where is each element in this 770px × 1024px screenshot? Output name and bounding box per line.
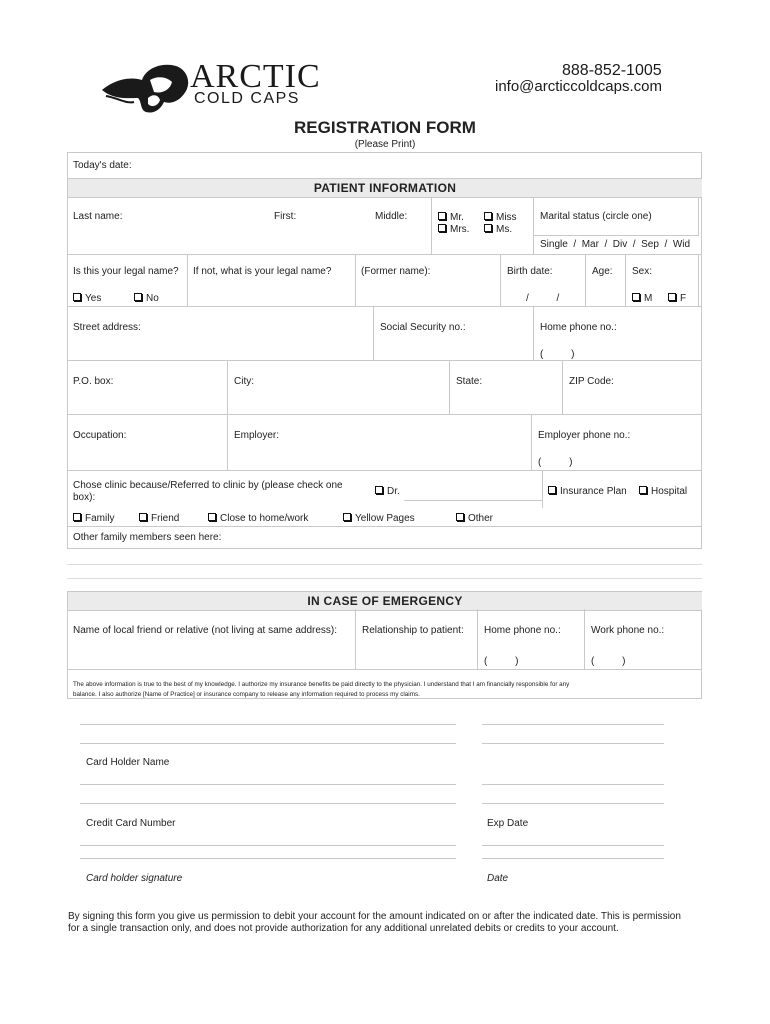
last-name-label: Last name:	[73, 211, 123, 222]
mr-label: Mr.	[450, 212, 464, 223]
no-label: No	[146, 293, 159, 304]
close-label: Close to home/work	[220, 513, 309, 524]
todays-date-label: Today's date:	[73, 160, 132, 171]
todays-date-field[interactable]	[140, 154, 700, 176]
checkbox-icon	[456, 513, 464, 521]
hospital-label: Hospital	[651, 486, 688, 497]
marital-status-label: Marital status (circle one)	[540, 211, 652, 222]
employer-phone-label: Employer phone no.:	[538, 430, 631, 441]
emergency-work-phone-field[interactable]: ( )	[591, 656, 626, 667]
checkbox-icon	[438, 212, 446, 220]
sex-m-option[interactable]	[632, 293, 652, 304]
m-label: M	[644, 293, 653, 304]
footer-text-2: for a single transaction only, and does not provide authorization for any additional unrelated debits or credits to your account.	[68, 923, 619, 934]
title-mrs-option[interactable]	[438, 224, 469, 235]
referral-yellow-pages-option[interactable]	[343, 513, 415, 524]
card-holder-name-label: Card Holder Name	[86, 757, 170, 768]
emergency-home-phone-label: Home phone no.:	[484, 625, 561, 636]
patient-section-header: PATIENT INFORMATION	[68, 178, 702, 198]
referral-label-2: box):	[73, 492, 96, 503]
other-family-label: Other family members seen here:	[73, 532, 222, 543]
occupation-label: Occupation:	[73, 430, 127, 441]
contact-phone: 888-852-1005	[562, 62, 662, 79]
family-label: Family	[85, 513, 115, 524]
zip-label: ZIP Code:	[569, 376, 614, 387]
emergency-work-phone-label: Work phone no.:	[591, 625, 665, 636]
checkbox-icon	[548, 486, 556, 494]
former-name-label: (Former name):	[361, 266, 431, 277]
yellow-pages-label: Yellow Pages	[355, 513, 415, 524]
checkbox-icon	[134, 293, 142, 301]
referral-family-option[interactable]	[73, 513, 114, 524]
other-label: Other	[468, 513, 494, 524]
marital-status-options[interactable]: Single / Mar / Div / Sep / Wid	[540, 239, 691, 250]
yes-label: Yes	[85, 293, 102, 304]
referral-label: Chose clinic because/Referred to clinic by (please check one	[73, 480, 343, 491]
home-phone-field[interactable]: ( )	[540, 349, 575, 360]
mrs-label: Mrs.	[450, 224, 470, 235]
authorization-text-2: balance. I also authorize [Name of Practice] or insurance company to release any information required to process my claims.	[73, 691, 420, 698]
ssn-label: Social Security no.:	[380, 322, 466, 333]
title-ms-option[interactable]	[484, 224, 512, 235]
contact-email: info@arcticcoldcaps.com	[495, 78, 662, 95]
f-label: F	[680, 293, 687, 304]
state-label: State:	[456, 376, 483, 387]
sex-f-option[interactable]	[668, 293, 686, 304]
birth-date-label: Birth date:	[507, 266, 553, 277]
legal-yes-option[interactable]	[73, 293, 101, 304]
sex-label: Sex:	[632, 266, 653, 277]
page-subtitle: (Please Print)	[354, 139, 416, 150]
city-label: City:	[234, 376, 254, 387]
middle-name-label: Middle:	[375, 211, 408, 222]
emergency-name-label: Name of local friend or relative (not living at same address):	[73, 625, 338, 636]
referral-insurance-option[interactable]	[548, 486, 627, 497]
card-holder-signature-label: Card holder signature	[86, 873, 183, 884]
referral-close-option[interactable]	[208, 513, 308, 524]
footer-text-1: By signing this form you give us permission to debit your account for the amount indicated on or after the indicated date. This is permission	[68, 911, 681, 922]
legal-name-label: If not, what is your legal name?	[193, 266, 332, 277]
checkbox-icon	[208, 513, 216, 521]
brand-tagline: COLD CAPS	[194, 90, 300, 107]
referral-hospital-option[interactable]	[639, 486, 687, 497]
checkbox-icon	[73, 513, 81, 521]
referral-dr-option[interactable]	[375, 486, 400, 497]
emergency-home-phone-field[interactable]: ( )	[484, 656, 519, 667]
birth-date-field[interactable]: / /	[526, 293, 560, 304]
home-phone-label: Home phone no.:	[540, 322, 617, 333]
checkbox-icon	[484, 224, 492, 232]
checkbox-icon	[438, 224, 446, 232]
legal-name-question: Is this your legal name?	[73, 266, 179, 277]
checkbox-icon	[668, 293, 676, 301]
checkbox-icon	[632, 293, 640, 301]
employer-label: Employer:	[234, 430, 280, 441]
emergency-section-header: IN CASE OF EMERGENCY	[68, 591, 702, 611]
referral-other-option[interactable]	[456, 513, 493, 524]
insurance-plan-label: Insurance Plan	[560, 486, 627, 497]
title-miss-option[interactable]	[484, 212, 517, 223]
brand-logo	[100, 58, 320, 114]
referral-friend-option[interactable]	[139, 513, 179, 524]
checkbox-icon	[343, 513, 351, 521]
relationship-label: Relationship to patient:	[362, 625, 464, 636]
checkbox-icon	[375, 486, 383, 494]
signature-date-label: Date	[487, 873, 509, 884]
po-box-label: P.O. box:	[73, 376, 114, 387]
street-address-label: Street address:	[73, 322, 141, 333]
employer-phone-field[interactable]: ( )	[538, 457, 573, 468]
title-mr-option[interactable]	[438, 212, 464, 223]
authorization-text-1: The above information is true to the best of my knowledge. I authorize my insurance benefits be paid directly to the physician. I understand that I am financially responsible for any	[73, 681, 570, 688]
friend-label: Friend	[151, 513, 180, 524]
miss-label: Miss	[496, 212, 517, 223]
dr-label: Dr.	[387, 486, 400, 497]
brand-name: ARCTIC	[190, 58, 321, 95]
penguin-logo-icon	[100, 58, 195, 114]
first-name-label: First:	[274, 211, 297, 222]
ms-label: Ms.	[496, 224, 513, 235]
exp-date-label: Exp Date	[487, 818, 529, 829]
checkbox-icon	[639, 486, 647, 494]
credit-card-number-label: Credit Card Number	[86, 818, 176, 829]
page-title: REGISTRATION FORM	[294, 118, 476, 137]
age-label: Age:	[592, 266, 613, 277]
checkbox-icon	[484, 212, 492, 220]
checkbox-icon	[73, 293, 81, 301]
checkbox-icon	[139, 513, 147, 521]
legal-no-option[interactable]	[134, 293, 159, 304]
